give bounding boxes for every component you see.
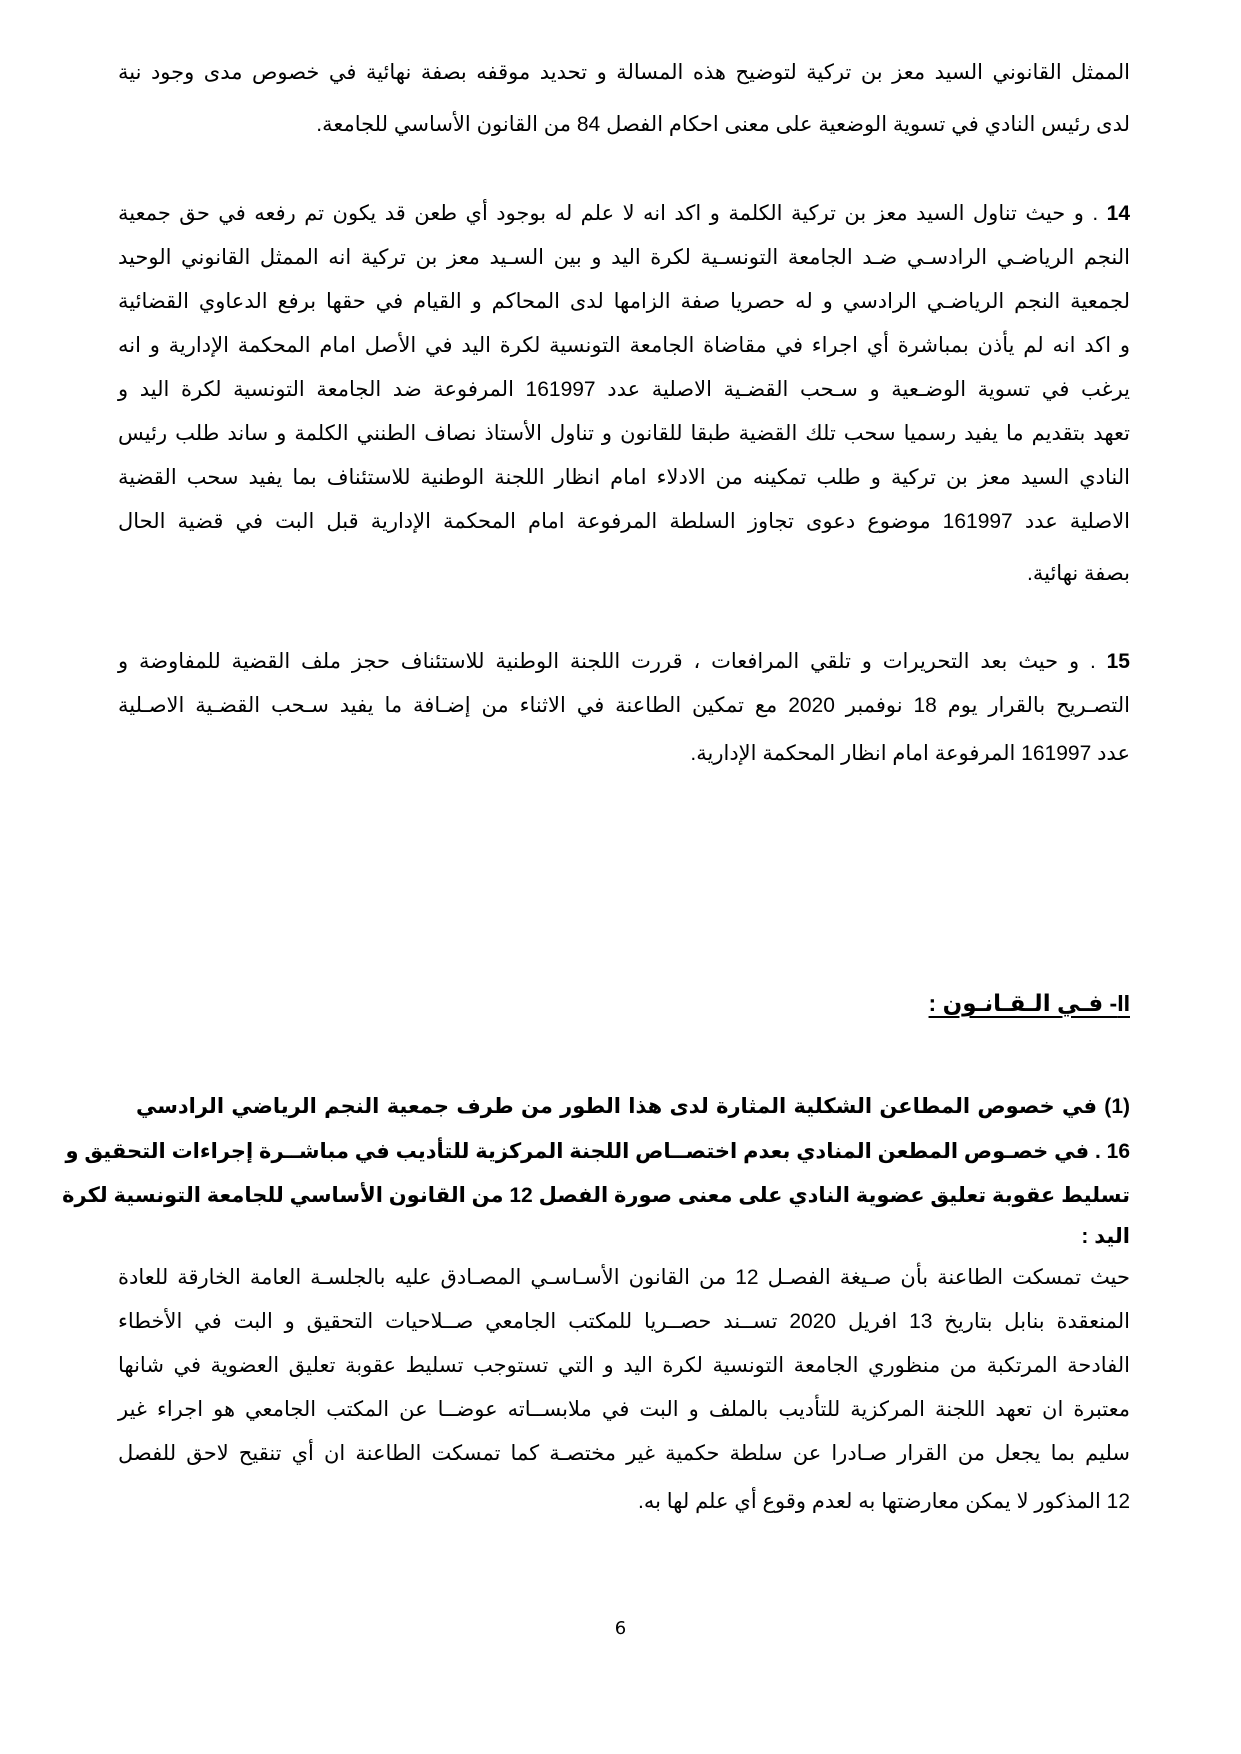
paragraph-number: 16 — [1106, 1140, 1130, 1163]
paragraph-14-line-5: يرغب في تسوية الوضـعية و سـحب القضـية الاصلية عدد 161997 المرفوعة ضد الجامعة التونسية لكرة اليد و — [118, 378, 1130, 401]
paragraph-16-heading-line-2: تسليط عقوبة تعليق عضوية النادي على معنى صورة الفصل 12 من القانون الأساسي للجامعة التونسية لكرة — [62, 1184, 1130, 1207]
paragraph-15-line-1 — [118, 647, 1130, 677]
paragraph-number: 15 — [1106, 650, 1130, 673]
paragraph-14-line-6: تعهد بتقديم ما يفيد رسميا سحب تلك القضية طبقا للقانون و تناول الأستاذ نصاف الطنني الكلمة و ساند طلب رئيس — [118, 422, 1130, 445]
paragraph-14-line-1 — [118, 199, 1130, 229]
intro-line-2: لدى رئيس النادي في تسوية الوضعية على معنى احكام الفصل 84 من القانون الأساسي للجامعة. — [316, 113, 1130, 136]
subsection-1-heading: (1) في خصوص المطاعن الشكلية المثارة لدى هذا الطور من طرف جمعية النجم الرياضي الرادسي — [136, 1095, 1130, 1118]
paragraph-text: . و حيث تناول السيد معز بن تركية الكلمة و اكد انه لا علم له بوجود أي طعن قد يكون تم رفعه في حق جمعية — [118, 202, 1099, 225]
paragraph-16-heading-line-1 — [65, 1137, 1130, 1167]
paragraph-16-body-line-1: حيث تمسكت الطاعنة بأن صـيغة الفصـل 12 من القانون الأسـاسـي المصـادق عليه بالجلسـة العامة الخارقة للعادة — [118, 1266, 1130, 1289]
paragraph-15-line-3: عدد 161997 المرفوعة امام انظار المحكمة الإدارية. — [690, 742, 1130, 765]
paragraph-text: . في خصـوص المطعن المنادي بعدم اختصــاص اللجنة المركزية للتأديب في مباشــرة إجراءات التحقيق و — [65, 1140, 1101, 1163]
paragraph-16-body-line-4: معتبرة ان تعهد اللجنة المركزية للتأديب بالملف و البت في ملابســاته عوضــا عن المكتب الجامعي هو اجراء غير — [118, 1398, 1130, 1421]
intro-line-1: الممثل القانوني السيد معز بن تركية لتوضيح هذه المسالة و تحديد موقفه بصفة نهائية في خصوص مدى وجود نية — [118, 61, 1131, 84]
paragraph-16-heading-line-3: اليد : — [1081, 1225, 1130, 1248]
paragraph-14-line-7: النادي السيد معز بن تركية و طلب تمكينه من الادلاء امام انظار اللجنة الوطنية للاستئناف بما يفيد سحب القضية — [118, 466, 1130, 489]
paragraph-15-line-2: التصـريح بالقرار يوم 18 نوفمبر 2020 مع تمكين الطاعنة في الاثناء من إضـافة ما يفيد سـحب القضـية الاصـلية — [118, 694, 1130, 717]
paragraph-16-body-line-3: الفادحة المرتكبة من منظوري الجامعة التونسية لكرة اليد و التي تستوجب تسليط عقوبة تعليق العضوية في شانها — [118, 1354, 1130, 1377]
paragraph-14-line-4: و اكد انه لم يأذن بمباشرة أي اجراء في مقاضاة الجامعة التونسية لكرة اليد في الأصل امام المحكمة الإدارية و انه — [118, 334, 1130, 357]
section-heading-law: II- فـي الـقـانـون : — [928, 990, 1130, 1016]
paragraph-16-body-line-2: المنعقدة بنابل بتاريخ 13 افريل 2020 تســند حصــريا للمكتب الجامعي صــلاحيات التحقيق و البت في الأخطاء — [118, 1310, 1130, 1333]
paragraph-14-line-3: لجمعية النجم الرياضـي الرادسي و له حصريا صفة الزامها لدى المحاكم و القيام في حقها برفع الدعاوي القضائية — [118, 290, 1130, 313]
paragraph-14-line-9: بصفة نهائية. — [1027, 562, 1130, 585]
paragraph-14-line-8: الاصلية عدد 161997 موضوع دعوى تجاوز السلطة المرفوعة امام المحكمة الإدارية قبل البت في قضية الحال — [118, 510, 1130, 533]
paragraph-14-line-2: النجم الرياضـي الرادسـي ضـد الجامعة التونسـية لكرة اليد و بين السـيد معز بن تركية انه الممثل القانوني الوحيد — [118, 246, 1130, 269]
paragraph-16-body-line-5: سليم بما يجعل من القرار صـادرا عن سلطة حكمية غير مختصـة كما تمسكت الطاعنة ان أي تنقيح لاحق للفصل — [118, 1442, 1130, 1465]
paragraph-number: 14 — [1106, 202, 1130, 225]
paragraph-16-body-line-6: 12 المذكور لا يمكن معارضتها به لعدم وقوع أي علم لها به. — [638, 1490, 1130, 1513]
page-number: 6 — [614, 1618, 627, 1639]
document-page — [62, 0, 1131, 1754]
paragraph-text: . و حيث بعد التحريرات و تلقي المرافعات ، قررت اللجنة الوطنية للاستئناف حجز ملف القضية للمفاوضة و — [118, 650, 1096, 673]
